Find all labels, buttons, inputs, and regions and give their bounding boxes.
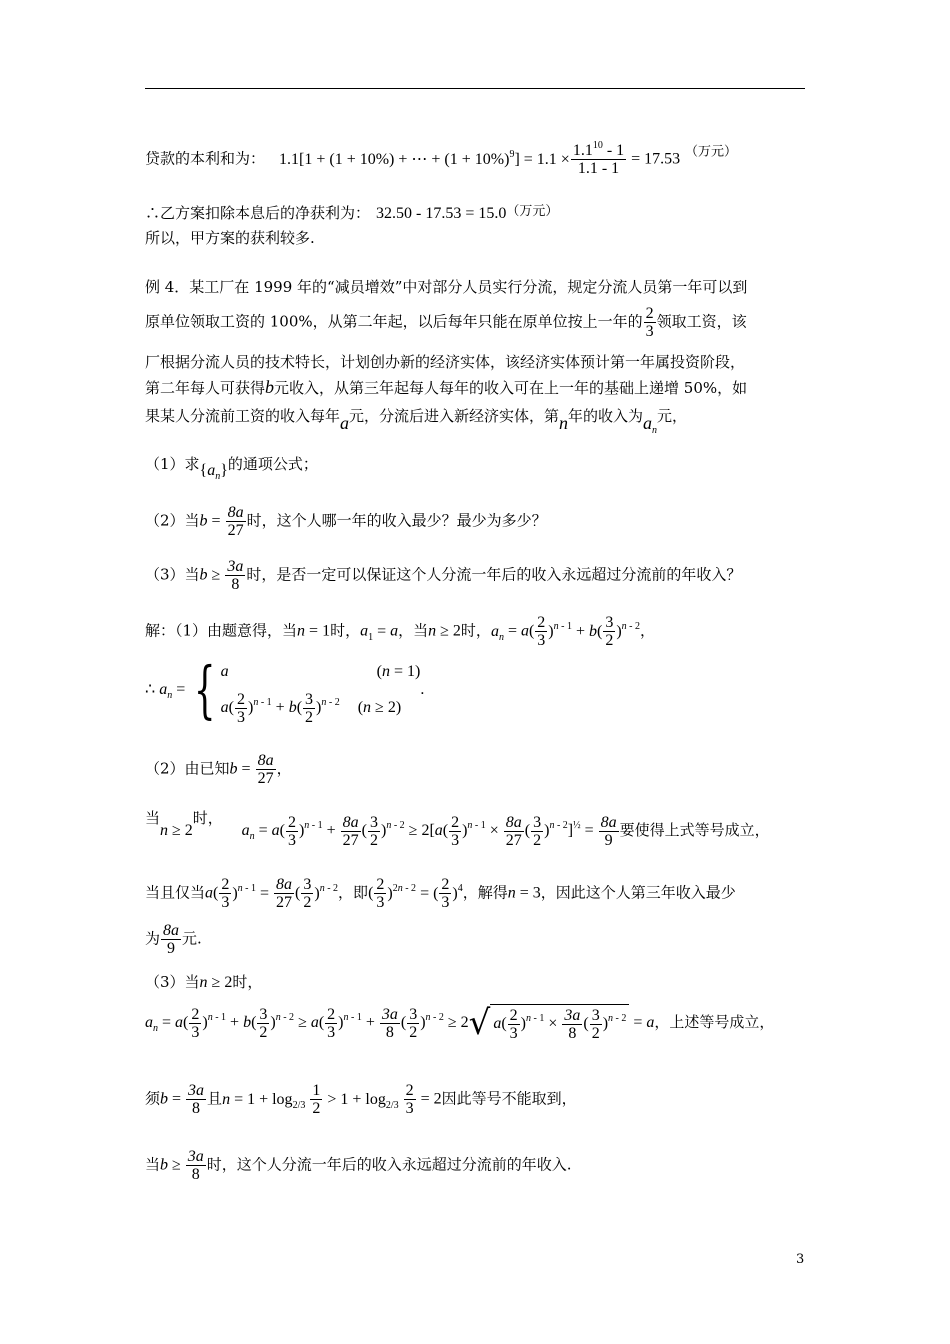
- conclusion-line: 所以，甲方案的获利较多.: [145, 229, 315, 247]
- solution-line-4: 当n ≥ 2时， $a_n = a$( $\frac{2}{3}$ )$^{n - 1}$ + $\frac{8a}{27}$ ( $\frac{3}{2}$ )$^{n - 2}$ ≥ 2[a( $\frac{2}{3}$ )$^{n - 1}$ × $\frac{8a}{27}$ ( $\frac{3}{2}$ )$^{n - 2}$]$^{\frac{1}{2}}$ = $\frac{8a}{9}$ 要使得上式等号成立，: [145, 809, 770, 849]
- example-4-line-2: 原单位领取工资的 100%，从第二年起，以后每年只能在原单位按上一年的 $\frac{2}{3}$ 领取工资，该: [145, 305, 747, 340]
- solution-line-10: 当b ≥ $\frac{3a}{8}$ 时，这个人分流一年后的收入永远超过分流前的年收入.: [145, 1148, 572, 1183]
- unit-label: （万元）: [684, 144, 737, 160]
- question-2: （2）当b = $\frac{8a}{27}$ 时，这个人哪一年的收入最少？最少为多少？: [145, 504, 547, 539]
- example-4-line-5: 果某人分流前工资的收入每年a元，分流后进入新经济实体，第n年的收入为$a_n$元，: [145, 407, 688, 436]
- example-4-line-1: 例 4．某工厂在 1999 年的“减员增效”中对部分人员实行分流，规定分流人员第一年可以到: [145, 278, 748, 296]
- loan-total-line: 贷款的本利和为： 1.1[1 + (1 + 10%) + ⋯ + $(1 + 10\%)^9] = 1.1$ × $\frac{1.1^{10} - 1}{1.1 - 1}$ = 17.53 （万元）: [145, 140, 737, 177]
- example-4-line-3: 厂根据分流人员的技术特长，计划创办新的经济实体，该经济实体预计第一年属投资阶段，: [145, 353, 746, 371]
- net-profit-line: ∴乙方案扣除本息后的净获利为： 32.50 - 17.53 = 15.0（万元）: [145, 204, 559, 222]
- header-rule: [145, 88, 805, 89]
- solution-line-5: 当且仅当a( $\frac{2}{3}$ )$^{n - 1}$ = $\frac{8a}{27}$ ( $\frac{3}{2}$ )$^{n - 2}$，即( $\frac{2}{3}$ )$^{2n - 2}$ = ( $\frac{2}{3}$ )$^4$，解得n = 3，因此这个人第三年收入最少: [145, 876, 736, 911]
- page-number: 3: [796, 1252, 805, 1267]
- solution-piecewise: ∴ $a_n$ = { a (n = 1) a( $\frac{2}{3}$ )$^{n - 1}$ + b( $\frac{3}{2}$ )$^{n - 2}$ (n ≥ 2) .: [145, 653, 425, 726]
- solution-line-1: 解：（1）由题意得，当n = 1时，$a_1 = a$，当n ≥ 2时，$a_n = a$( $\frac{2}{3}$ )$^{n - 1}$ + b( $\frac{3}{2}$ )$^{n - 2}$，: [145, 614, 656, 649]
- example-4-line-4: 第二年每人可获得b元收入，从第三年起每人每年的收入可在上一年的基础上递增 50%，如: [145, 377, 748, 397]
- solution-line-3: （2）由已知b = $\frac{8a}{27}$ ，: [145, 752, 292, 787]
- question-1: （1）求$\{a_n\}$的通项公式；: [145, 455, 318, 482]
- solution-line-9: 须b = $\frac{3a}{8}$ 且$n = 1 + \log_{2/3}$ $\frac{1}{2}$ > $1 + \log_{2/3}$ $\frac{2}{3}$ = 2因此等号不能取到，: [145, 1082, 577, 1117]
- solution-line-7: （3）当n ≥ 2时，: [145, 973, 263, 991]
- solution-line-6: 为 $\frac{8a}{9}$ 元.: [145, 922, 202, 957]
- solution-line-8: $a_n = a$( $\frac{2}{3}$ )$^{n - 1}$ + b( $\frac{3}{2}$ )$^{n - 2}$ ≥ a( $\frac{2}{3}$ )$^{n - 1}$ + $\frac{3a}{8}$ ( $\frac{3}{2}$ )$^{n - 2}$ ≥ 2√ a( $\frac{2}{3}$ )$^{n - 1}$ × $\frac{3a}{8}$ ( $\frac{3}{2}$ )$^{n - 2}$ = a，上述等号成立，: [145, 1003, 775, 1043]
- question-3: （3）当b ≥ $\frac{3a}{8}$ 时，是否一定可以保证这个人分流一年后的收入永远超过分流前的年收入？: [145, 558, 742, 593]
